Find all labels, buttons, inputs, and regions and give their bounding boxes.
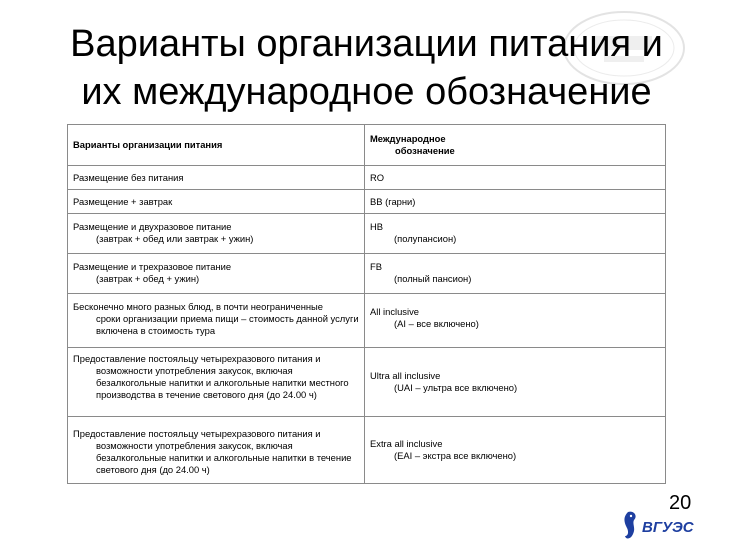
row-option-cell bbox=[68, 348, 365, 417]
table-row bbox=[68, 166, 666, 190]
row-code: FB bbox=[370, 261, 382, 272]
row-option-cell bbox=[68, 417, 365, 484]
university-logo bbox=[620, 508, 710, 544]
meal-plans-table bbox=[67, 124, 666, 484]
row-code-desc: (AI – все включено) bbox=[394, 318, 479, 329]
title-line-2: их международное обозначение bbox=[81, 71, 652, 113]
header-designation-line1: Международное bbox=[370, 133, 446, 144]
row-code-cell bbox=[365, 417, 666, 484]
slide-title bbox=[0, 20, 733, 116]
row-code-cell bbox=[365, 190, 666, 214]
row-option-detail: (завтрак + обед + ужин) bbox=[96, 273, 200, 284]
row-code-cell bbox=[365, 294, 666, 348]
table-row bbox=[68, 254, 666, 294]
row-option-text: Размещение без питания bbox=[73, 171, 184, 183]
row-code-cell bbox=[365, 166, 666, 190]
row-option-cell bbox=[68, 294, 365, 348]
row-code-desc: (полупансион) bbox=[394, 233, 457, 244]
row-option-detail: сроки организации приема пищи – стоимость данной услуги включена в стоимость тура bbox=[96, 313, 359, 336]
row-code-desc: (EAI – экстра все включено) bbox=[394, 450, 517, 461]
title-line-1: Варианты организации питания и bbox=[70, 23, 663, 65]
row-code-cell bbox=[365, 348, 666, 417]
row-code-cell bbox=[365, 254, 666, 294]
row-code: RO bbox=[370, 171, 385, 183]
header-designation-line2: обозначение bbox=[395, 145, 455, 156]
table-row bbox=[68, 190, 666, 214]
seahorse-icon bbox=[624, 512, 635, 539]
row-option-cell bbox=[68, 254, 365, 294]
row-code-desc: (UAI – ультра все включено) bbox=[394, 382, 518, 393]
header-cell-options: Варианты организации питания bbox=[68, 125, 365, 166]
row-code: Ultra all inclusive bbox=[370, 370, 441, 381]
row-code: BB (гарни) bbox=[370, 195, 416, 207]
row-option-cell bbox=[68, 166, 365, 190]
table-row bbox=[68, 214, 666, 254]
row-code-desc: (полный пансион) bbox=[394, 273, 472, 284]
row-code: Extra all inclusive bbox=[370, 438, 443, 449]
row-option-cell bbox=[68, 190, 365, 214]
row-option-text: Размещение и трехразовое питание bbox=[73, 261, 232, 272]
row-option-text: Предоставление постояльцу четырехразового питания и bbox=[73, 353, 321, 364]
table-row bbox=[68, 294, 666, 348]
table-row bbox=[68, 348, 666, 417]
row-option-detail: возможности употребления закусок, включая безалкогольные напитки и алкогольные напитки в течение светового дня (до 24.00 ч) bbox=[96, 440, 352, 475]
row-option-text: Предоставление постояльцу четырехразового питания и bbox=[73, 428, 321, 439]
row-option-text: Бесконечно много разных блюд, в почти неограниченные bbox=[73, 301, 324, 312]
row-option-detail: (завтрак + обед или завтрак + ужин) bbox=[96, 233, 254, 244]
row-code: HB bbox=[370, 221, 384, 232]
row-code: All inclusive bbox=[370, 306, 419, 317]
table-row bbox=[68, 417, 666, 484]
row-code-cell bbox=[365, 214, 666, 254]
table-header-row bbox=[68, 125, 666, 166]
row-option-text: Размещение и двухразовое питание bbox=[73, 221, 232, 232]
row-option-text: Размещение + завтрак bbox=[73, 195, 173, 207]
header-cell-designation bbox=[365, 125, 666, 166]
page-number: 20 bbox=[669, 492, 692, 514]
row-option-detail: возможности употребления закусок, включая безалкогольные напитки и алкогольные напитки местного производства в течение светового дня (до 24.00 ч) bbox=[96, 365, 349, 400]
logo-text: ВГУЭС bbox=[642, 519, 694, 536]
row-option-cell bbox=[68, 214, 365, 254]
